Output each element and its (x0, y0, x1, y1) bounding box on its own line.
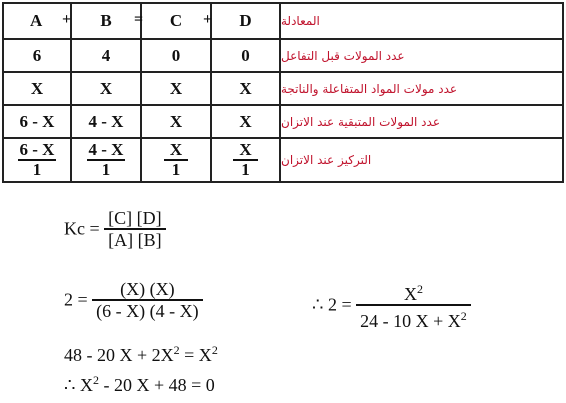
cell-a-equilibrium: 6 - X (19, 111, 55, 131)
cell-b-equilibrium: 4 - X (88, 111, 124, 131)
plus-operator: + (203, 11, 213, 28)
fraction (87, 141, 126, 179)
fraction-numerator: X (169, 140, 183, 159)
species-b: B (100, 11, 112, 30)
equation-part: 48 - 20 X + 2X (64, 345, 174, 365)
fraction-denominator: 1 (171, 160, 181, 179)
species-c: C (169, 11, 183, 30)
equation-lhs: Kc = (64, 218, 100, 239)
fraction (356, 279, 471, 331)
equation-lhs: ∴ 2 = (312, 294, 352, 315)
cell-a-initial: 6 (32, 45, 42, 65)
fraction (104, 208, 165, 250)
fraction-denominator: 1 (101, 160, 111, 179)
fraction (92, 279, 202, 321)
cell-d-initial: 0 (241, 45, 250, 65)
fraction-numerator (400, 279, 427, 304)
fraction (164, 141, 188, 179)
cell-a-change: X (30, 78, 44, 98)
cell-b-initial: 4 (101, 45, 111, 65)
fraction-numerator: 4 - X (88, 140, 124, 159)
cell-b-change: X (99, 78, 113, 98)
fraction-denominator: (6 - X) (4 - X) (96, 300, 199, 321)
cell-d-change: X (239, 78, 252, 98)
cell-c-initial: 0 (171, 45, 181, 65)
fraction-denominator: 1 (32, 160, 42, 179)
denominator-base: 24 - 10 X + X (360, 310, 461, 331)
cell-a-concentration (4, 139, 70, 181)
exponent: 2 (211, 343, 218, 357)
numerator-base: X (403, 284, 417, 304)
cell-c-concentration (142, 139, 210, 181)
exponent: 2 (92, 373, 99, 387)
ice-table (2, 2, 564, 183)
row-label-equation: المعادلة (281, 14, 320, 28)
kc-equation (64, 208, 166, 250)
equation-part: = X (179, 345, 212, 365)
fraction-numerator: [C] [D] (108, 208, 162, 228)
cell-d-concentration (212, 139, 279, 181)
plus-operator: + (62, 11, 72, 28)
fraction-denominator (356, 306, 471, 331)
fraction-numerator: 6 - X (19, 140, 55, 159)
quadratic-equation (64, 373, 215, 396)
exponent: 2 (460, 308, 467, 323)
equals-operator: = (134, 11, 144, 28)
cell-c-change: X (169, 78, 183, 98)
fraction-numerator: X (239, 140, 252, 159)
equation-part: - 20 X + 48 = 0 (98, 375, 215, 395)
species-d: D (239, 11, 252, 30)
rearranged-equation (64, 343, 218, 366)
cell-c-equilibrium: X (169, 111, 183, 131)
equation-part: ∴ X (64, 375, 93, 395)
fraction-numerator: (X) (X) (120, 279, 175, 299)
equation-lhs: 2 = (64, 289, 88, 310)
fraction-denominator: 1 (241, 160, 250, 179)
expanded-equation (312, 279, 471, 331)
cell-b-concentration (72, 139, 140, 181)
exponent: 2 (416, 282, 423, 296)
row-label-concentration: التركيز عند الاتزان (281, 153, 372, 167)
cell-d-equilibrium: X (239, 111, 252, 131)
row-label-initial: عدد المولات قبل التفاعل (281, 48, 405, 63)
row-label-change: عدد مولات المواد المتفاعلة والناتجة (281, 81, 458, 96)
row-label-equilibrium-moles: عدد المولات المتبقية عند الاتزان (281, 114, 440, 129)
fraction (233, 141, 257, 179)
exponent: 2 (173, 343, 180, 357)
fraction-denominator: [A] [B] (108, 229, 162, 250)
substituted-equation (64, 279, 203, 321)
fraction (18, 141, 57, 179)
species-a: A (30, 11, 43, 30)
